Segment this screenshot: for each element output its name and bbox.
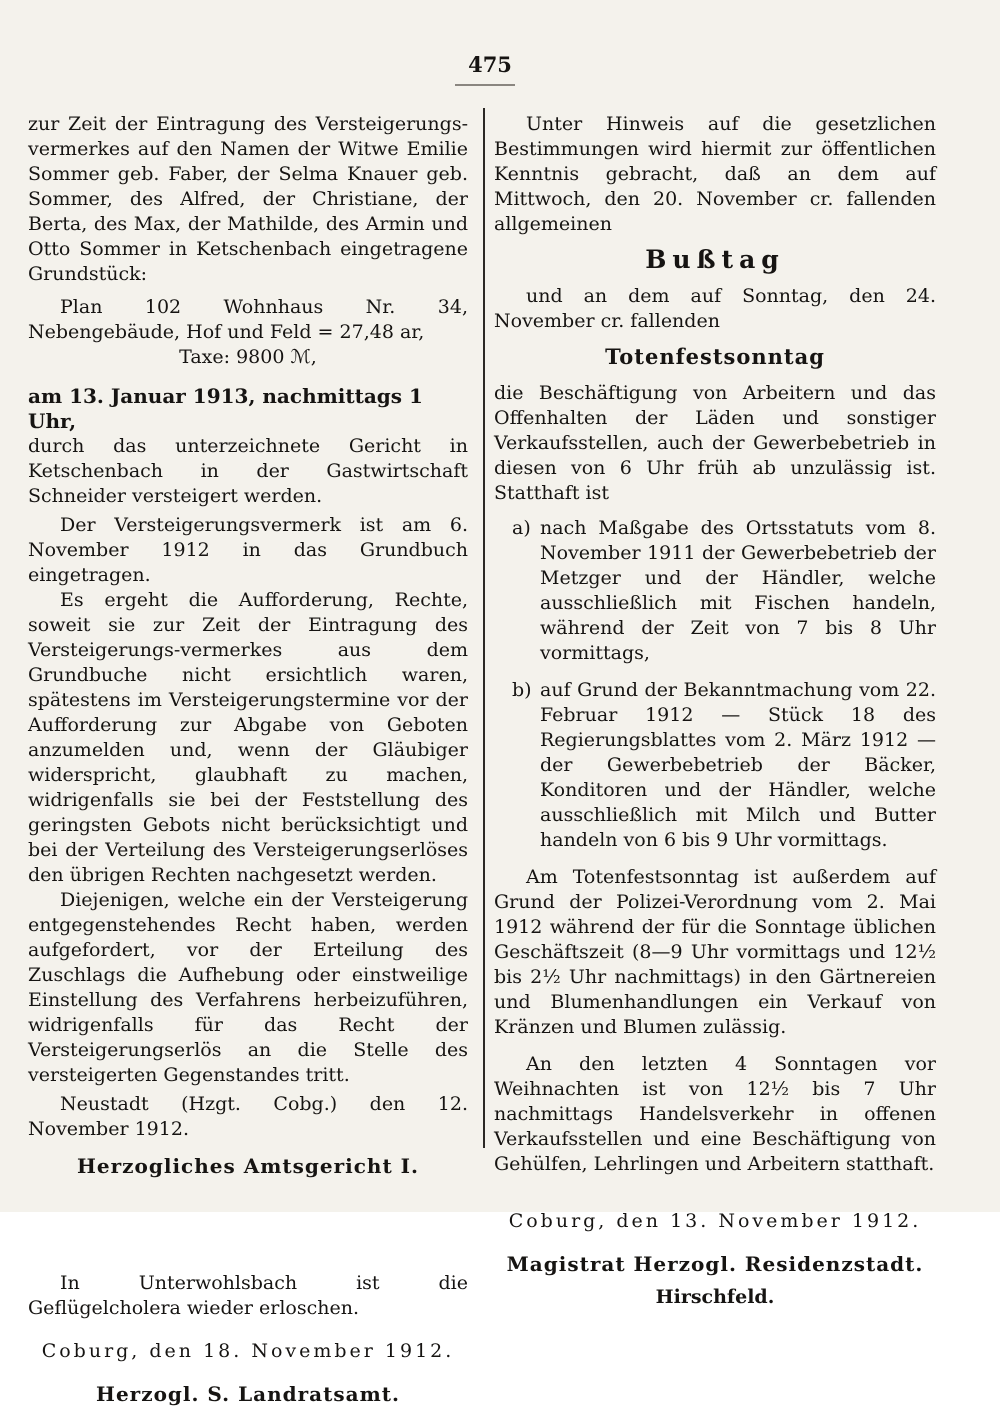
page-number: 475	[468, 52, 512, 77]
magistrat-place-date: Coburg, den 13. November 1912.	[508, 1210, 922, 1232]
list-item-b	[494, 678, 936, 853]
magistrat-signature: Magistrat Herzogl. Residenzstadt.	[506, 1252, 924, 1276]
auction-intro: zur Zeit der Eintragung des Versteigerungs-vermerkes auf den Namen der Witwe Emilie Sommer geb. Faber, der Selma Knauer geb. Sommer, des Alfred, der Christiane, der Berta, des Max, der Mathilde, des Armin und Otto Sommer in Ketschenbach eingetragene Grundstück:	[28, 113, 468, 285]
list-marker-b: b)	[512, 679, 532, 701]
heading-busstag: Bußtag	[645, 245, 785, 274]
holiday-intro: Unter Hinweis auf die gesetzlichen Bestimmungen wird hiermit zur öffentlichen Kenntnis gebracht, daß an dem auf Mittwoch, den 20. November cr. fallenden allgemeinen	[494, 113, 936, 235]
column-divider	[483, 108, 485, 1148]
cholera-place-date: Coburg, den 18. November 1912.	[41, 1340, 455, 1362]
court-signature: Herzogliches Amtsgericht I.	[77, 1154, 419, 1178]
property-description: Plan 102 Wohnhaus Nr. 34, Nebengebäude, Hof und Feld = 27,48 ar,	[28, 296, 468, 343]
summons-paragraph: Es ergeht die Aufforderung, Rechte, soweit sie zur Zeit der Eintragung des Versteigerungs-vermerkes aus dem Grundbuche nicht ersichtlich waren, spätestens im Versteigerungstermine vor der Aufforderung zur Abgabe von Geboten anzumelden und, wenn der Gläubiger widerspricht, glaubhaft zu machen, widrigenfalls sie bei der Feststellung des geringsten Gebots nicht berücksichtigt und bei der Verteilung des Versteigerungserlöses den übrigen Rechten nachgesetzt werden.	[28, 589, 468, 886]
flower-sales-paragraph: Am Totenfestsonntag ist außerdem auf Grund der Polizei-Verordnung vom 2. Mai 1912 während der für die Sonntage üblichen Geschäftszeit (8—9 Uhr vormittags und 12½ bis 2½ Uhr nachmittags) in den Gärtnereien und Blumenhandlungen ein Verkauf von Kränzen und Blumen zulässig.	[494, 866, 936, 1038]
left-column	[28, 112, 468, 1407]
objection-paragraph: Diejenigen, welche ein der Versteigerung entgegenstehendes Recht haben, werden aufgefordert, vor der Erteilung des Zuschlags die Aufhebung oder einstweilige Einstellung des Verfahrens herbeizuführen, widrigenfalls für das Recht der Versteigerungserlös an die Stelle des versteigerten Gegenstandes tritt.	[28, 889, 468, 1086]
cholera-signature: Herzogl. S. Landratsamt.	[96, 1382, 400, 1406]
list-body-a: nach Maßgabe des Ortsstatuts vom 8. November 1911 der Gewerbebetrieb der Metzger und der Händler, welche ausschließlich mit Fischen handeln, während der Zeit von 7 bis 8 Uhr vormittags,	[540, 517, 936, 664]
list-item-a	[494, 516, 936, 666]
court-place-date: Neustadt (Hzgt. Cobg.) den 12. November 1912.	[28, 1093, 468, 1140]
page-number-rule	[455, 84, 515, 86]
list-body-b: auf Grund der Bekanntmachung vom 22. Februar 1912 — Stück 18 des Regierungsblattes vom 2. März 1912 — der Gewerbebetrieb der Bäcker, Konditoren und der Händler, welche ausschließlich mit Milch und Butter handeln von 6 bis 9 Uhr vormittags.	[540, 679, 936, 851]
sunday-intro: und an dem auf Sonntag, den 24. November cr. fallenden	[494, 285, 936, 332]
heading-totenfestsonntag: Totenfestsonntag	[605, 344, 825, 369]
auction-date: am 13. Januar 1913, nachmittags 1 Uhr,	[28, 384, 423, 433]
cholera-notice: In Unterwohlsbach ist die Geflügelcholera wieder erloschen.	[28, 1272, 468, 1319]
right-column	[494, 112, 936, 1310]
property-taxe: Taxe: 9800 ℳ,	[179, 346, 317, 368]
list-marker-a: a)	[512, 517, 531, 539]
advent-sundays-paragraph: An den letzten 4 Sonntagen vor Weihnachten ist von 12½ bis 7 Uhr nachmittags Handelsverkehr in offenen Verkaufsstellen und eine Beschäftigung von Gehülfen, Lehrlingen und Arbeitern statthaft.	[494, 1053, 936, 1175]
registration-note: Der Versteigerungsvermerk ist am 6. November 1912 in das Grundbuch eingetragen.	[28, 514, 468, 586]
auction-place: durch das unterzeichnete Gericht in Ketschenbach in der Gastwirtschaft Schneider versteigert werden.	[28, 435, 468, 507]
signer-name: Hirschfeld.	[655, 1286, 775, 1308]
work-prohibition: die Beschäftigung von Arbeitern und das Offenhalten der Läden und sonstiger Verkaufsstellen, auch der Gewerbebetrieb in diesen von 6 Uhr früh ab unzulässig ist. Statthaft ist	[494, 382, 936, 504]
